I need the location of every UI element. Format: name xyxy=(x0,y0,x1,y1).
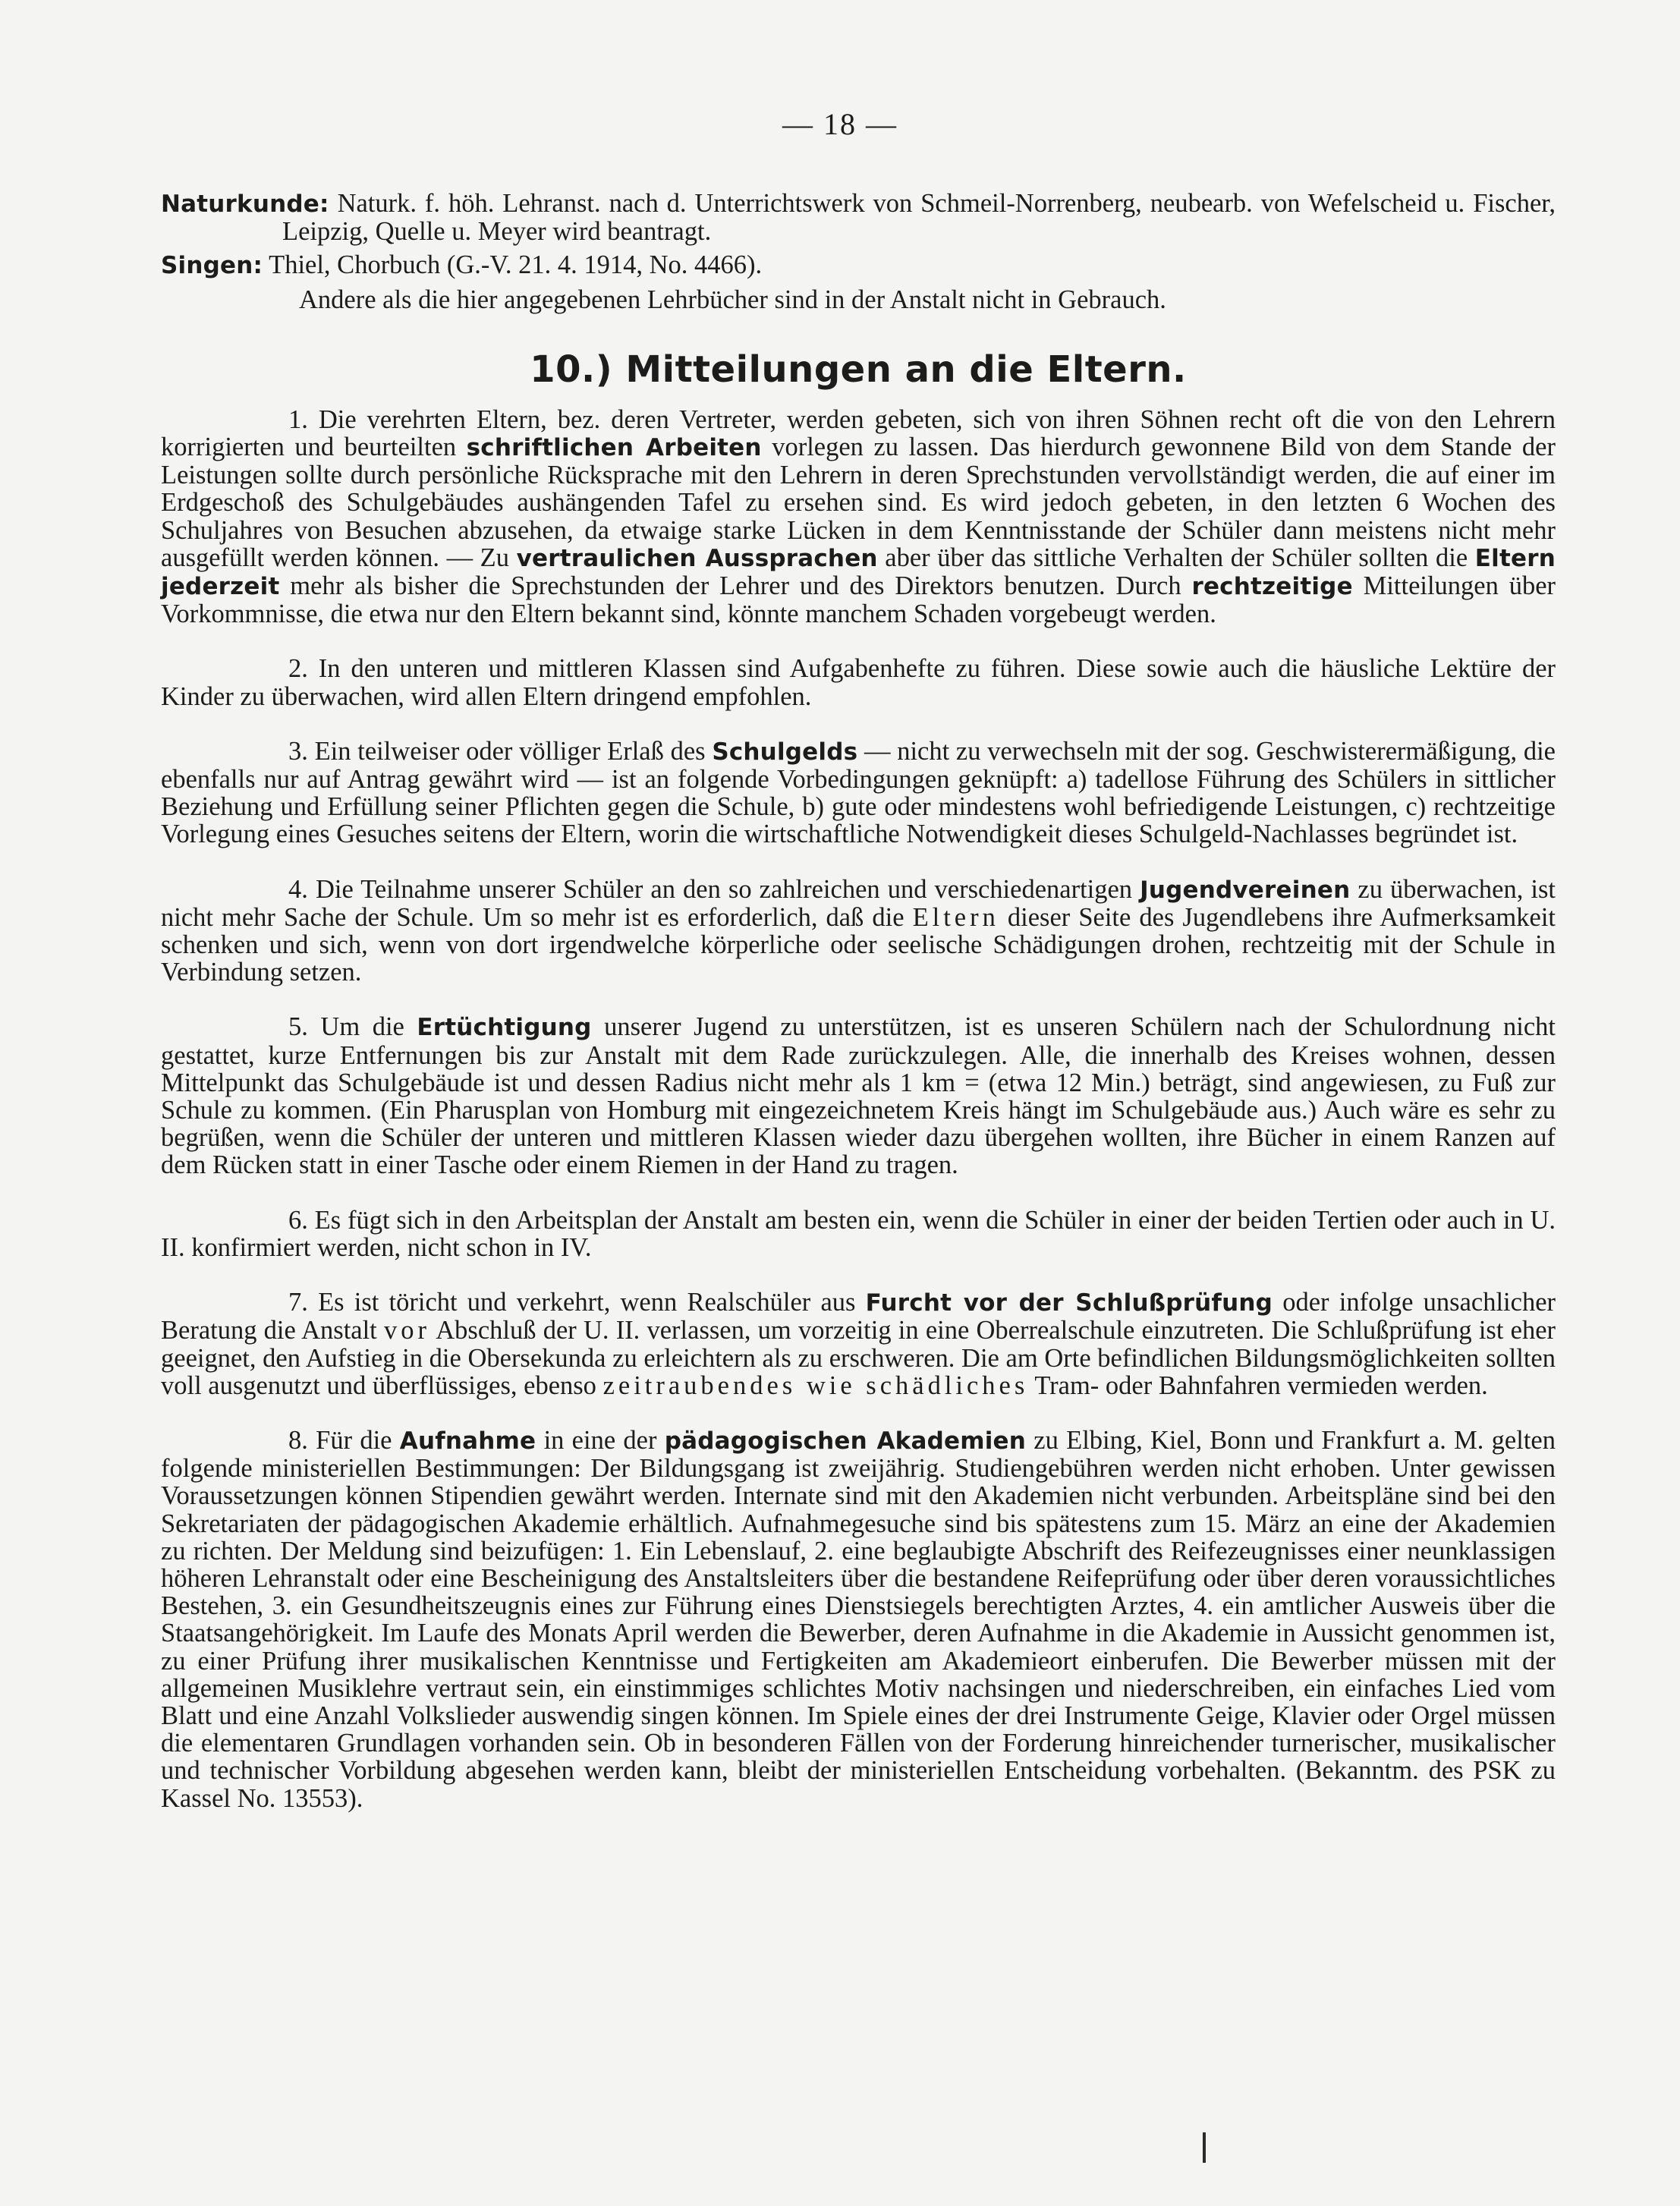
textbook-text: Naturk. f. höh. Lehranst. nach d. Unterrichtswerk von Schmeil-Norrenberg, neubearb. von Wefelscheid u. Fischer, Leipzig, Quelle u. Meyer wird beantragt. xyxy=(282,189,1556,247)
item-emphasis: Aufnahme xyxy=(399,1427,536,1455)
item-emphasis: Jugendvereinen xyxy=(1140,876,1351,904)
item-spaced-text: Eltern xyxy=(912,902,999,932)
textbook-entry-naturkunde xyxy=(161,190,1556,245)
item-text: 8. Für die xyxy=(288,1425,400,1455)
notice-item-7 xyxy=(161,1289,1556,1399)
item-emphasis: Ertüchtigung xyxy=(417,1014,592,1042)
textbook-text: Thiel, Chorbuch (G.-V. 21. 4. 1914, No. 4466). xyxy=(269,250,763,280)
item-text: zu Elbing, Kiel, Bonn und Frankfurt a. M. gelten folgende ministeriellen Bestimmungen: Der Bildungsgang ist zweijährig. Studiengebühren werden nicht erhoben. Unter gewissen Voraussetzungen können Stipendien gewährt werden. Internate sind mit den Akademien nicht verbunden. Arbeitspläne sind bei den Sekretariaten der pädagogischen Akademie erhältlich. Aufnahmegesuche sind bis spätestens zum 15. März an eine der Akademien zu richten. Der Meldung sind beizufügen: 1. Ein Lebenslauf, 2. eine beglaubigte Abschrift des Reifezeugnisses einer neunklassigen höheren Lehranstalt oder eine Bescheinigung des Anstaltsleiters über die bestandene Reifeprüfung oder über deren voraussichtliches Bestehen, 3. ein Gesundheitszeugnis eines zur Führung eines Dienstsiegels berechtigten Arztes, 4. ein amtlicher Ausweis über die Staatsangehörigkeit. Im Laufe des Monats April werden die Bewerber, deren Aufnahme in die Akademie in Aussicht genommen ist, zu einer Prüfung ihrer musikalischen Kenntnisse und Fertigkeiten am Akademieort einberufen. Die Bewerber müssen mit der allgemeinen Musiklehre vertraut sein, ein einstimmiges schlichtes Motiv nachsingen und niederschreiben, ein einfaches Lied vom Blatt und eine Anzahl Volkslieder auswendig singen können. Im Spiele eines der drei Instrumente Geige, Klavier oder Orgel müssen die elementaren Grundlagen vorhanden sein. Ob in besonderen Fällen von der Forderung hinreichender turnerischer, musikalischer und technischer Vorbildung abgesehen werden kann, bleibt der ministeriellen Entscheidung vorbehalten. (Bekanntm. des PSK zu Kassel No. 13553). xyxy=(161,1425,1556,1813)
item-text: 6. Es fügt sich in den Arbeitsplan der Anstalt am besten ein, wenn die Schüler in einer der beiden Tertien oder auch in U. II. konfirmiert werden, nicht schon in IV. xyxy=(161,1205,1556,1262)
item-text: in eine der xyxy=(536,1425,665,1455)
item-text: vorlegen zu lassen. Das hierdurch gewonnene Bild von dem Stande der Leistungen sollte durch persönliche Rücksprache mit den Lehrern in deren Sprechstunden vervollständigt werden, die auf einer im Erdgeschoß des Schulgebäudes aushängenden Tafel zu ersehen sind. Es wird jedoch gebeten, in den letzten 6 Wochen des Schuljahres von Besuchen abzusehen, da etwaige starke Lücken in dem Kenntnisstande der Schüler dann meistens nicht mehr ausgefüllt werden können. — Zu xyxy=(161,433,1556,572)
item-text: oder infolge unsachlicher Beratung die Anstalt xyxy=(161,1288,1556,1345)
item-emphasis: Schulgelds xyxy=(712,738,858,766)
textbook-subject: Singen: xyxy=(161,252,263,280)
item-text: 7. Es ist töricht und verkehrt, wenn Realschüler aus xyxy=(288,1288,866,1317)
item-emphasis: schriftlichen Arbeiten xyxy=(466,434,762,462)
item-text: Mitteilungen über Vorkommnisse, die etwa nur den Eltern bekannt sind, könnte manchem Schaden vorgebeugt werden. xyxy=(161,571,1556,629)
item-emphasis: vertraulichen Aussprachen xyxy=(516,544,878,572)
other-books-note: Andere als die hier angegebenen Lehrbücher sind in der Anstalt nicht in Gebrauch. xyxy=(299,285,1166,314)
item-text: Tram- oder Bahnfahren vermieden werden. xyxy=(1028,1370,1488,1400)
notice-item-2 xyxy=(161,655,1556,710)
textbook-entry-singen xyxy=(161,251,1556,279)
textbook-subject: Naturkunde: xyxy=(161,190,329,218)
item-text: mehr als bisher die Sprechstunden der Lehrer und des Direktors benutzen. Durch xyxy=(279,571,1192,601)
notice-item-3 xyxy=(161,738,1556,848)
notice-item-5 xyxy=(161,1013,1556,1179)
item-emphasis: pädagogischen Akademien xyxy=(664,1427,1027,1455)
item-text: zu überwachen, ist nicht mehr Sache der Schule. Um so mehr ist es erforderlich, daß die xyxy=(161,874,1556,932)
page-body xyxy=(161,190,1556,1839)
item-text: 4. Die Teilnahme unserer Schüler an den so zahlreichen und verschiedenartigen xyxy=(288,874,1140,904)
item-emphasis: Furcht vor der Schlußprüfung xyxy=(865,1289,1273,1317)
item-text: dieser Seite des Jugendlebens ihre Aufmerksamkeit schenken und sich, wenn von dort irgendwelche körperliche oder seelische Schädigungen drohen, rechtzeitig mit der Schule in Verbindung setzen. xyxy=(161,902,1556,987)
item-emphasis: rechtzeitige xyxy=(1191,573,1353,601)
item-text: unserer Jugend zu unterstützen, ist es unseren Schülern nach der Schulordnung nicht gestattet, kurze Entfernungen bis zur Anstalt mit dem Rade zurückzulegen. Alle, die innerhalb des Kreises wohnen, dessen Mittelpunkt das Schulgebäude ist und dessen Radius nicht mehr als 1 km = (etwa 12 Min.) beträgt, sind angewiesen, zu Fuß zur Schule zu kommen. (Ein Pharusplan von Homburg mit eingezeichnetem Kreis hängt im Schulgebäude aus.) Auch wäre es sehr zu begrüßen, wenn die Schüler der unteren und mittleren Klassen wieder dazu übergehen wollten, ihre Bücher in einem Ranzen auf dem Rücken statt in einer Tasche oder einem Riemen in der Hand zu tragen. xyxy=(161,1012,1556,1180)
item-emphasis: Eltern jederzeit xyxy=(161,544,1556,601)
item-text: 5. Um die xyxy=(288,1012,417,1042)
item-spaced-text: vor xyxy=(383,1316,430,1345)
notice-item-8 xyxy=(161,1427,1556,1812)
item-text: 3. Ein teilweiser oder völliger Erlaß des xyxy=(288,736,713,766)
item-text: aber über das sittliche Verhalten der Schüler sollten die xyxy=(877,543,1475,572)
item-text: Abschluß der U. II. verlassen, um vorzeitig in eine Oberrealschule einzutreten. Die Schlußprüfung ist eher geeignet, den Aufstieg in die Obersekunda zu erleichtern als zu erschweren. Die am Orte befindlichen Bildungsmöglichkeiten sollten voll ausgenutzt und überflüssiges, ebenso xyxy=(161,1316,1556,1400)
notice-item-6 xyxy=(161,1207,1556,1261)
notice-item-4 xyxy=(161,876,1556,987)
page-number: — 18 — xyxy=(782,107,898,141)
notice-item-1 xyxy=(161,406,1556,628)
item-text: 2. In den unteren und mittleren Klassen sind Aufgabenhefte zu führen. Diese sowie auch die häusliche Lektüre der Kinder zu überwachen, wird allen Eltern dringend empfohlen. xyxy=(161,654,1556,711)
footer-mark xyxy=(1203,2132,1206,2163)
item-text: 1. Die verehrten Eltern, bez. deren Vertreter, werden gebeten, sich von ihren Söhnen recht oft die von den Lehrern korrigierten und beurteilten xyxy=(161,404,1556,462)
item-text: — nicht zu verwechseln mit der sog. Geschwisterermäßigung, die ebenfalls nur auf Antrag gewährt wird — ist an folgende Vorbedingungen geknüpft: a) tadellose Führung des Schülers in sittlicher Beziehung und Erfüllung seiner Pflichten gegen die Schule, b) gute oder mindestens wohl befriedigende Leistungen, c) rechtzeitige Vorlegung eines Gesuches seitens der Eltern, worin die wirtschaftliche Notwendigkeit dieses Schulgeld-Nachlasses begründet ist. xyxy=(161,736,1556,849)
item-spaced-text: zeitraubendes wie schädliches xyxy=(602,1370,1029,1400)
section-heading: 10.) Mitteilungen an die Eltern. xyxy=(530,348,1187,391)
